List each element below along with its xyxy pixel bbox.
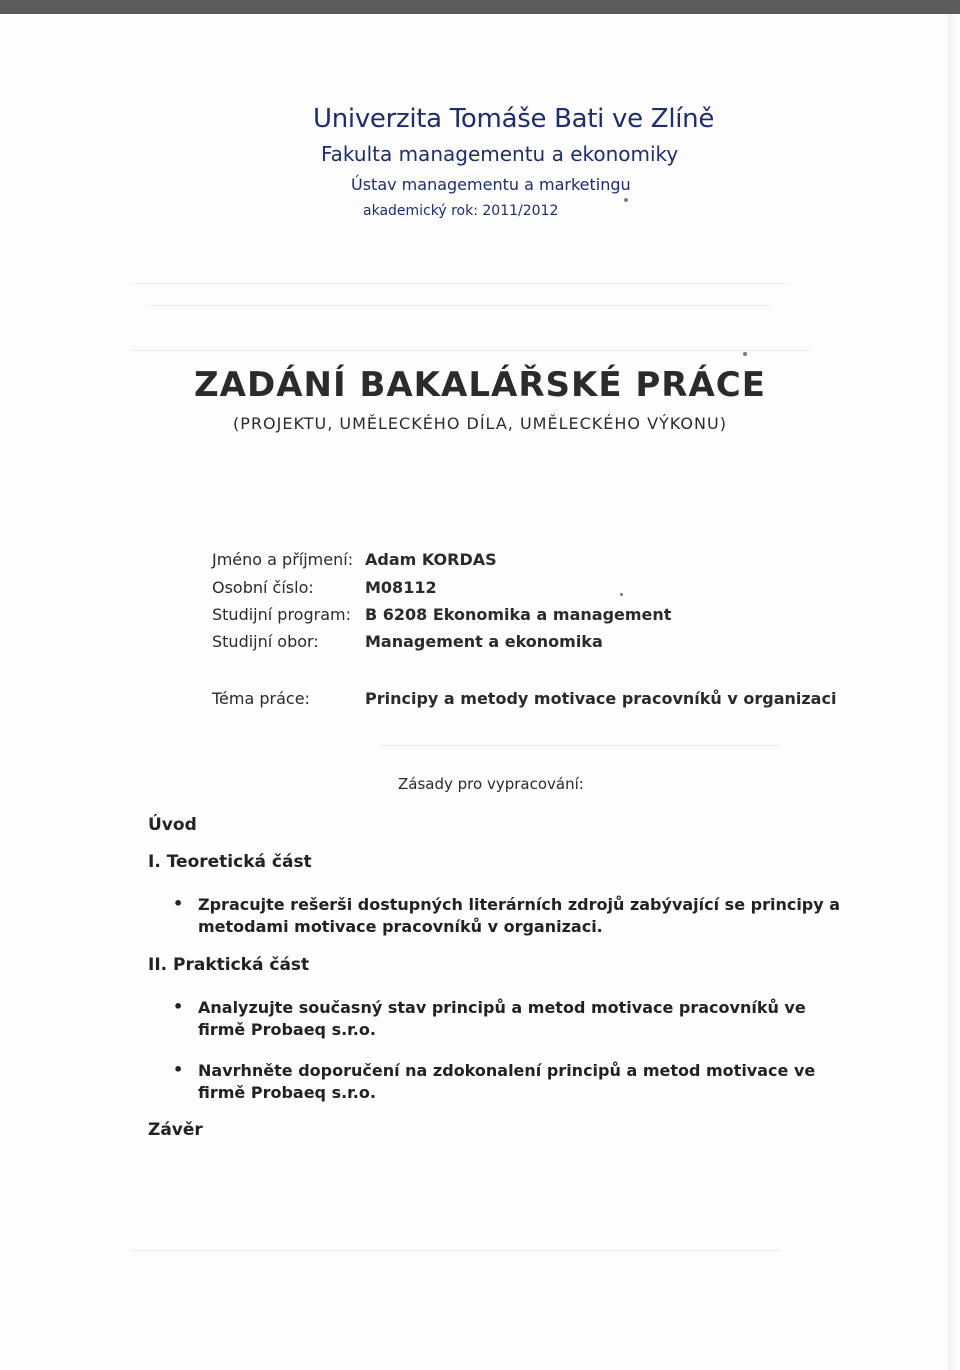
scan-speck — [743, 352, 747, 356]
scan-speck — [624, 198, 628, 202]
topic-value: Principy a metody motivace pracovníků v organizaci — [365, 689, 837, 708]
scan-top-border — [0, 0, 960, 14]
bullet-icon: • — [173, 894, 184, 913]
topic-label: Téma práce: — [212, 689, 310, 708]
section-theoretical: I. Teoretická část — [148, 852, 312, 872]
program-label: Studijní program: — [212, 605, 351, 624]
study-program: B 6208 Ekonomika a management — [365, 605, 672, 624]
page-edge-shadow — [948, 14, 960, 1370]
document-subtitle: (PROJEKTU, UMĚLECKÉHO DÍLA, UMĚLECKÉHO VÝKONU) — [233, 414, 727, 433]
name-label: Jméno a příjmení: — [212, 550, 354, 569]
show-through-line — [150, 305, 770, 306]
id-label: Osobní číslo: — [212, 578, 314, 597]
show-through-line — [380, 745, 780, 746]
study-field: Management a ekonomika — [365, 632, 603, 651]
section-conclusion: Závěr — [148, 1120, 203, 1140]
field-label: Studijní obor: — [212, 632, 319, 651]
academic-year: akademický rok: 2011/2012 — [363, 203, 559, 219]
theoretical-task: Zpracujte rešerši dostupných literárních zdrojů zabývající se principy a metodami motivace pracovníků v organizaci. — [198, 895, 841, 936]
practical-task-analysis: Analyzujte současný stav principů a metod motivace pracovníků ve firmě Probaeq s.r.o. — [198, 998, 806, 1039]
scan-speck — [620, 593, 623, 596]
show-through-line — [130, 283, 790, 284]
show-through-line — [130, 1250, 780, 1251]
bullet-icon: • — [173, 1060, 184, 1079]
bullet-icon: • — [173, 997, 184, 1016]
show-through-line — [130, 350, 810, 351]
university-name: Univerzita Tomáše Bati ve Zlíně — [313, 104, 715, 134]
student-id: M08112 — [365, 578, 437, 597]
faculty-name: Fakulta managementu a ekonomiky — [321, 142, 679, 166]
student-name: Adam KORDAS — [365, 550, 497, 569]
section-intro: Úvod — [148, 815, 197, 835]
document-title: ZADÁNÍ BAKALÁŘSKÉ PRÁCE — [194, 365, 766, 405]
institute-name: Ústav managementu a marketingu — [351, 175, 631, 194]
section-practical: II. Praktická část — [148, 955, 310, 975]
guidelines-heading: Zásady pro vypracování: — [398, 775, 584, 793]
practical-task-recommendation: Navrhněte doporučení na zdokonalení principů a metod motivace ve firmě Probaeq s.r.o. — [198, 1061, 816, 1102]
